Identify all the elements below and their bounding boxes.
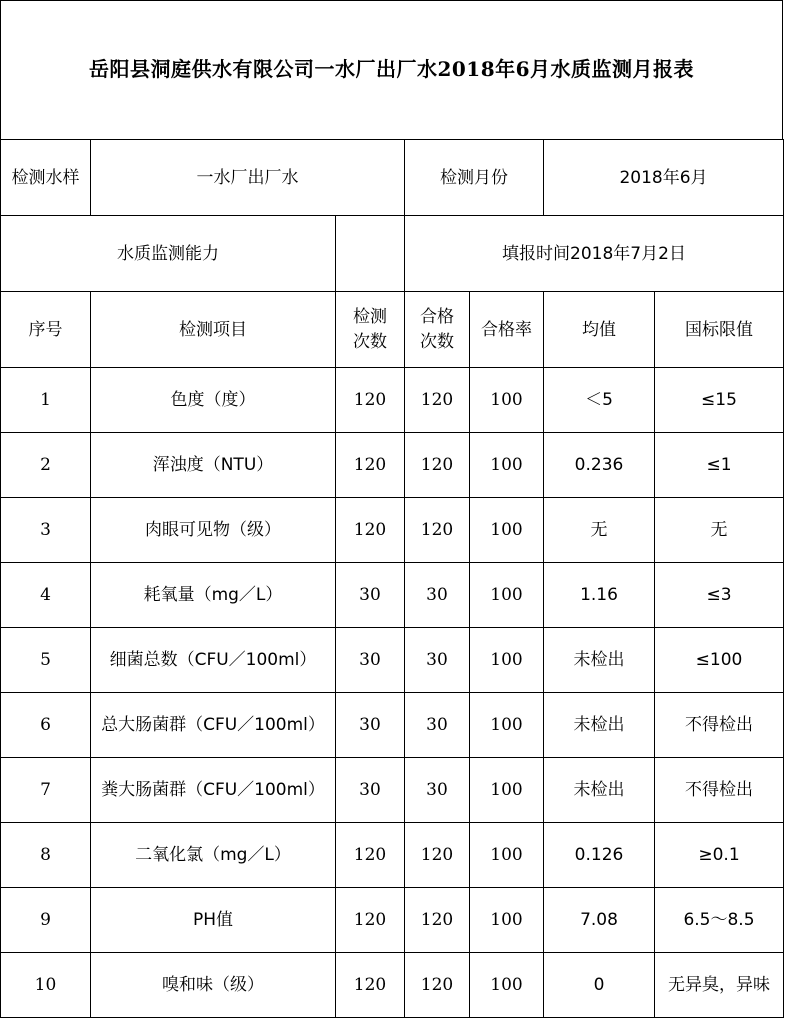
row-count: 120	[336, 433, 405, 498]
row-rate: 100	[470, 953, 544, 1018]
header-count-line1: 检测	[353, 306, 387, 327]
report-title: 岳阳县洞庭供水有限公司一水厂出厂水2018年6月水质监测月报表	[88, 56, 695, 81]
water-quality-table	[0, 139, 784, 1018]
row-limit: ≤1	[655, 433, 784, 498]
row-mean: 未检出	[544, 693, 655, 758]
row-item: 浑浊度（NTU）	[91, 433, 336, 498]
row-pass: 30	[405, 758, 470, 823]
table-row	[1, 888, 784, 953]
row-seq: 10	[1, 953, 91, 1018]
row-pass: 120	[405, 433, 470, 498]
row-pass: 120	[405, 498, 470, 563]
row-limit: ≤3	[655, 563, 784, 628]
row-pass: 120	[405, 888, 470, 953]
month-value: 2018年6月	[544, 140, 784, 216]
row-limit: ≤15	[655, 368, 784, 433]
row-count: 120	[336, 823, 405, 888]
table-row	[1, 693, 784, 758]
row-limit: ≤100	[655, 628, 784, 693]
row-rate: 100	[470, 498, 544, 563]
row-count: 120	[336, 368, 405, 433]
capability-empty-cell	[336, 216, 405, 292]
row-limit: 无异臭，异味	[655, 953, 784, 1018]
header-item: 检测项目	[91, 292, 336, 368]
row-seq: 8	[1, 823, 91, 888]
row-pass: 30	[405, 563, 470, 628]
row-rate: 100	[470, 823, 544, 888]
row-pass: 120	[405, 368, 470, 433]
row-seq: 1	[1, 368, 91, 433]
table-row	[1, 433, 784, 498]
header-limit: 国标限值	[655, 292, 784, 368]
row-limit: 6.5～8.5	[655, 888, 784, 953]
table-row	[1, 563, 784, 628]
row-rate: 100	[470, 368, 544, 433]
row-pass: 30	[405, 628, 470, 693]
row-count: 30	[336, 563, 405, 628]
row-mean: 7.08	[544, 888, 655, 953]
row-mean: 1.16	[544, 563, 655, 628]
table-row	[1, 498, 784, 563]
row-item: 总大肠菌群（CFU／100ml）	[91, 693, 336, 758]
row-rate: 100	[470, 433, 544, 498]
row-mean: 未检出	[544, 628, 655, 693]
title-cell	[0, 0, 783, 139]
header-pass-line2: 次数	[420, 331, 454, 352]
header-count-line2: 次数	[353, 331, 387, 352]
row-item: 色度（度）	[91, 368, 336, 433]
header-seq: 序号	[1, 292, 91, 368]
header-count	[336, 292, 405, 368]
row-mean: 未检出	[544, 758, 655, 823]
table-row	[1, 758, 784, 823]
month-label: 检测月份	[405, 140, 544, 216]
row-item: 二氧化氯（mg／L）	[91, 823, 336, 888]
row-count: 120	[336, 498, 405, 563]
row-mean: 0	[544, 953, 655, 1018]
row-item: 嗅和味（级）	[91, 953, 336, 1018]
row-item: 细菌总数（CFU／100ml）	[91, 628, 336, 693]
header-mean: 均值	[544, 292, 655, 368]
row-mean: 0.126	[544, 823, 655, 888]
row-mean: 0.236	[544, 433, 655, 498]
header-pass	[405, 292, 470, 368]
row-count: 120	[336, 888, 405, 953]
row-item: 粪大肠菌群（CFU／100ml）	[91, 758, 336, 823]
row-rate: 100	[470, 888, 544, 953]
row-seq: 5	[1, 628, 91, 693]
row-limit: 不得检出	[655, 758, 784, 823]
row-count: 30	[336, 628, 405, 693]
table-row	[1, 953, 784, 1018]
row-count: 120	[336, 953, 405, 1018]
header-rate: 合格率	[470, 292, 544, 368]
row-seq: 9	[1, 888, 91, 953]
row-count: 30	[336, 758, 405, 823]
info-row-sample	[1, 140, 784, 216]
row-rate: 100	[470, 758, 544, 823]
row-seq: 3	[1, 498, 91, 563]
table-row	[1, 823, 784, 888]
info-row-capability	[1, 216, 784, 292]
capability-label: 水质监测能力	[1, 216, 336, 292]
row-pass: 120	[405, 953, 470, 1018]
table-row	[1, 628, 784, 693]
row-limit: 无	[655, 498, 784, 563]
sample-value: 一水厂出厂水	[91, 140, 405, 216]
row-seq: 6	[1, 693, 91, 758]
row-rate: 100	[470, 563, 544, 628]
row-item: PH值	[91, 888, 336, 953]
header-row	[1, 292, 784, 368]
row-item: 肉眼可见物（级）	[91, 498, 336, 563]
row-mean: 无	[544, 498, 655, 563]
row-seq: 4	[1, 563, 91, 628]
row-pass: 30	[405, 693, 470, 758]
row-mean: ＜5	[544, 368, 655, 433]
fill-time: 填报时间2018年7月2日	[405, 216, 784, 292]
row-limit: ≥0.1	[655, 823, 784, 888]
row-seq: 2	[1, 433, 91, 498]
row-limit: 不得检出	[655, 693, 784, 758]
row-pass: 120	[405, 823, 470, 888]
table-row	[1, 368, 784, 433]
row-count: 30	[336, 693, 405, 758]
row-rate: 100	[470, 693, 544, 758]
sample-label: 检测水样	[1, 140, 91, 216]
row-seq: 7	[1, 758, 91, 823]
row-item: 耗氧量（mg／L）	[91, 563, 336, 628]
header-pass-line1: 合格	[420, 306, 454, 327]
row-rate: 100	[470, 628, 544, 693]
